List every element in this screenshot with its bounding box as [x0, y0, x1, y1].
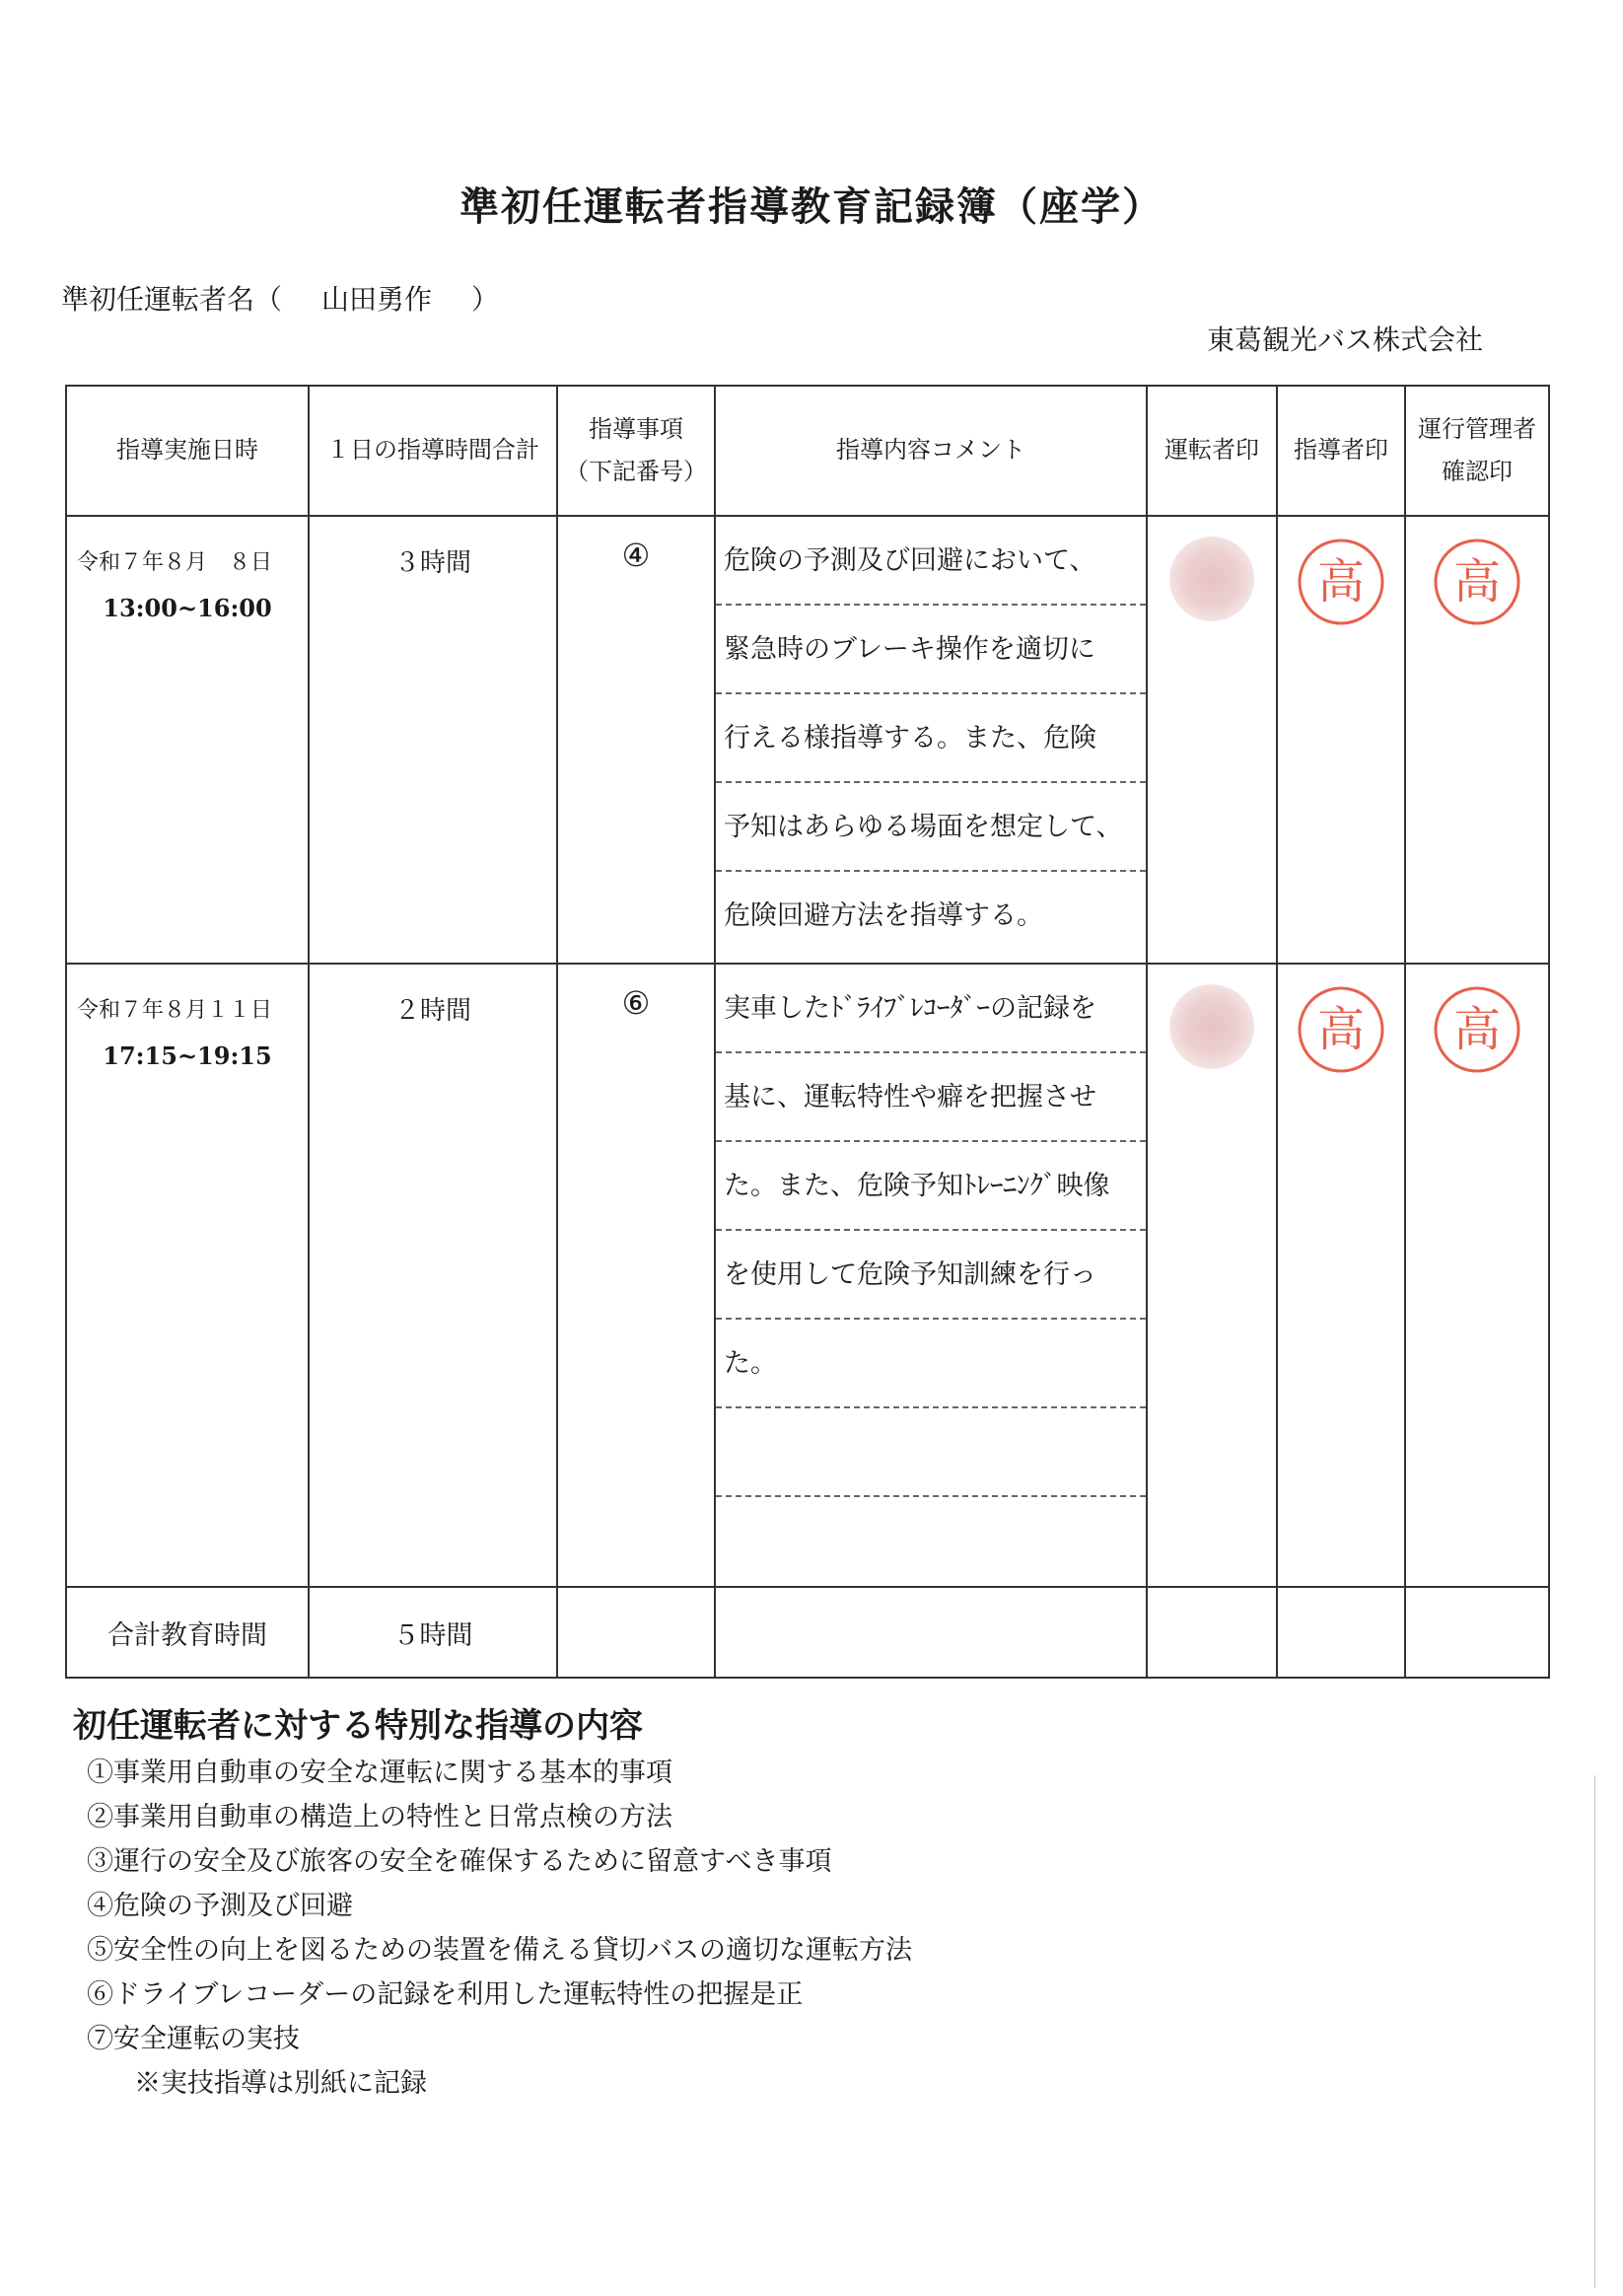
comment-line [716, 1408, 1146, 1497]
item-number-cell: ⑥ [557, 964, 715, 1587]
seal-text: 高 [1316, 554, 1366, 610]
manager-seal-cell [1405, 964, 1549, 1587]
guidance-item: ③運行の安全及び旅客の安全を確保するために留意すべき事項 [87, 1846, 832, 1877]
driver-seal-cell [1147, 516, 1277, 964]
comment-line: 行える様指導する。また、危険 [716, 694, 1146, 783]
guidance-item: ②事業用自動車の構造上の特性と日常点検の方法 [87, 1802, 672, 1832]
comment-line: た。また、危険予知ﾄﾚｰﾆﾝｸﾞ映像 [716, 1142, 1146, 1231]
total-empty-cell [1147, 1587, 1277, 1678]
seal-text: 高 [1316, 1002, 1366, 1057]
item-number-cell: ④ [557, 516, 715, 964]
total-empty-cell [1405, 1587, 1549, 1678]
driver-label: 準初任運転者名（ [61, 283, 283, 316]
company-name: 東葛観光バス株式会社 [1206, 323, 1483, 356]
manager-seal-stamp [1432, 537, 1522, 627]
date-cell [66, 516, 309, 964]
redacted-driver-seal [1169, 537, 1254, 621]
total-empty-cell [715, 1587, 1147, 1678]
header-row [66, 386, 1549, 516]
comment-line: 基に、運転特性や癖を把握させ [716, 1053, 1146, 1142]
total-empty-cell [1277, 1587, 1405, 1678]
hours-cell: ３時間 [309, 516, 557, 964]
guidance-section [73, 1698, 912, 2106]
header-instructor-seal: 指導者印 [1277, 386, 1405, 516]
comment-line: 実車したﾄﾞﾗｲﾌﾞﾚｺｰﾀﾞｰの記録を [716, 965, 1146, 1053]
guidance-item: ①事業用自動車の安全な運転に関する基本的事項 [87, 1758, 672, 1788]
header-date: 指導実施日時 [66, 386, 309, 516]
total-row [66, 1587, 1549, 1678]
guidance-item: ⑦安全運転の実技 [87, 2024, 300, 2054]
header-item [557, 386, 715, 516]
seal-text: 高 [1452, 1002, 1502, 1057]
time-text: 17:15~19:15 [103, 1041, 272, 1070]
redacted-driver-seal [1169, 984, 1254, 1069]
total-label: 合計教育時間 [66, 1587, 309, 1678]
guidance-title: 初任運転者に対する特別な指導の内容 [73, 1706, 643, 1746]
comment-line: 危険回避方法を指導する。 [724, 900, 1043, 931]
comment-line [716, 1497, 1146, 1584]
hours-cell: ２時間 [309, 964, 557, 1587]
training-record-table [65, 385, 1550, 1679]
manager-seal-stamp [1432, 984, 1522, 1075]
total-empty-cell [557, 1587, 715, 1678]
header-manager-line1: 運行管理者 [1418, 414, 1536, 443]
comment-cell [715, 964, 1147, 1587]
driver-name: 山田勇作 [321, 283, 433, 316]
document-title: 準初任運転者指導教育記録簿（座学） [459, 184, 1164, 230]
header-item-line1: 指導事項 [589, 414, 683, 443]
guidance-item: ⑤安全性の向上を図るための装置を備える貸切バスの適切な運転方法 [87, 1935, 912, 1966]
header-hours: １日の指導時間合計 [309, 386, 557, 516]
header-manager-line2: 確認印 [1442, 458, 1513, 485]
comment-line: 緊急時のブレーキ操作を適切に [716, 606, 1146, 694]
table-row [66, 516, 1549, 964]
comment-line: た。 [716, 1320, 1146, 1408]
guidance-item: ④危険の予測及び回避 [87, 1891, 353, 1921]
header-manager-seal [1405, 386, 1549, 516]
manager-seal-cell [1405, 516, 1549, 964]
date-cell [66, 964, 309, 1587]
scan-edge-line [1594, 1775, 1595, 2288]
total-hours: ５時間 [309, 1587, 557, 1678]
header-comment: 指導内容コメント [715, 386, 1147, 516]
instructor-seal-stamp [1296, 984, 1386, 1075]
time-text: 13:00~16:00 [103, 594, 272, 622]
header-driver-seal: 運転者印 [1147, 386, 1277, 516]
guidance-note: ※実技指導は別紙に記録 [134, 2068, 427, 2099]
comment-line: 予知はあらゆる場面を想定して、 [716, 783, 1146, 872]
driver-seal-cell [1147, 964, 1277, 1587]
driver-name-line [61, 278, 499, 318]
seal-text: 高 [1452, 554, 1502, 610]
instructor-seal-cell [1277, 964, 1405, 1587]
comment-cell [715, 516, 1147, 964]
instructor-seal-cell [1277, 516, 1405, 964]
date-text: 令和７年８月１１日 [77, 998, 273, 1023]
instructor-seal-stamp [1296, 537, 1386, 627]
table-row [66, 964, 1549, 1587]
header-item-line2: （下記番号） [565, 458, 707, 485]
driver-label-close: ） [471, 283, 500, 316]
guidance-item: ⑥ドライブレコーダーの記録を利用した運転特性の把握是正 [87, 1979, 804, 2010]
comment-line: 危険の予測及び回避において、 [716, 517, 1146, 606]
comment-line: を使用して危険予知訓練を行っ [716, 1231, 1146, 1320]
date-text: 令和７年８月 ８日 [77, 550, 273, 575]
